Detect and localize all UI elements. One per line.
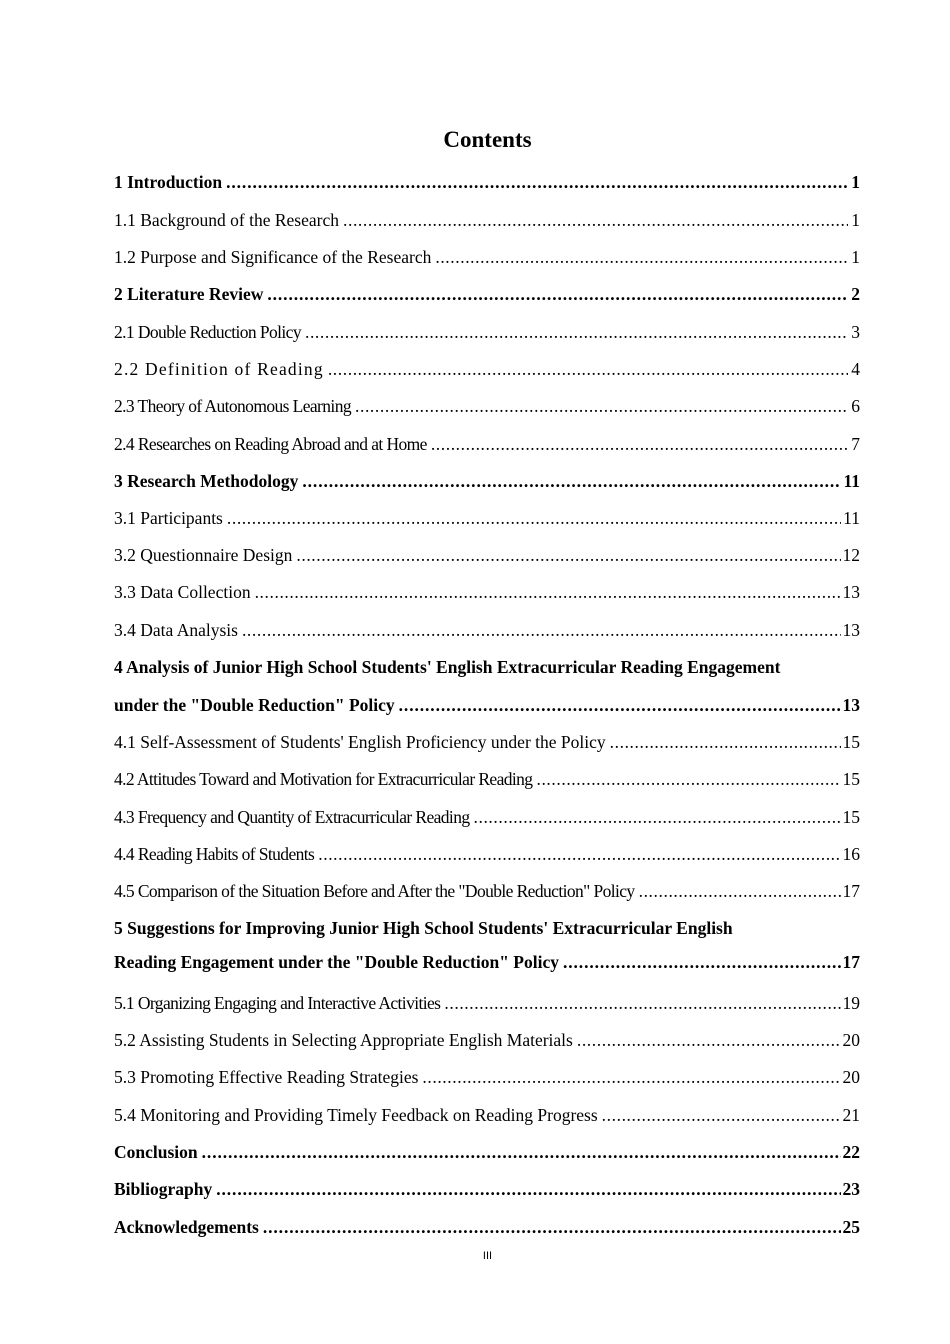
- toc-entry-label: 4.5 Comparison of the Situation Before and After the "Double Reduction" Policy: [114, 881, 635, 901]
- toc-entry-page: 13: [842, 582, 860, 602]
- toc-entry[interactable]: [114, 1215, 860, 1239]
- toc-entry-page: 13: [842, 695, 860, 715]
- toc-entry[interactable]: [114, 618, 860, 642]
- toc-dot-leader: [444, 991, 840, 1015]
- toc-entry[interactable]: [114, 394, 860, 418]
- page-title: Contents: [443, 127, 532, 152]
- toc-entry-label: 1.2 Purpose and Significance of the Research: [114, 247, 432, 267]
- toc-entry-page: 12: [842, 545, 860, 565]
- toc-entry[interactable]: [114, 245, 860, 269]
- toc-entry-label: 3.4 Data Analysis: [114, 620, 238, 640]
- toc-dot-leader: [328, 357, 848, 381]
- toc-entry-page: 25: [842, 1217, 860, 1237]
- toc-dot-leader: [305, 320, 848, 344]
- toc-entry[interactable]: [114, 320, 860, 344]
- toc-entry-page: 21: [842, 1105, 860, 1125]
- toc-entry-label: 5.4 Monitoring and Providing Timely Feedback on Reading Progress: [114, 1105, 598, 1125]
- toc-dot-leader: [255, 580, 841, 604]
- toc-dot-leader: [296, 543, 840, 567]
- toc-entry[interactable]: [114, 580, 860, 604]
- toc-entry[interactable]: [114, 730, 860, 754]
- toc-dot-leader: [267, 282, 848, 306]
- toc-entry-page: 1: [851, 210, 860, 230]
- toc-entry-label: 5.3 Promoting Effective Reading Strategies: [114, 1067, 419, 1087]
- toc-entry-label: 4.3 Frequency and Quantity of Extracurricular Reading: [114, 807, 470, 827]
- toc-dot-leader: [226, 170, 848, 194]
- toc-entry-page: 15: [842, 732, 860, 752]
- toc-entry-page: 23: [842, 1179, 860, 1199]
- toc-entry-label: 3 Research Methodology: [114, 471, 299, 491]
- toc-dot-leader: [227, 506, 841, 530]
- toc-entry-label: 4 Analysis of Junior High School Students' English Extracurricular Reading Engagement: [114, 657, 781, 677]
- toc-dot-leader: [577, 1028, 841, 1052]
- toc-entry[interactable]: [114, 432, 860, 456]
- toc-entry-label: 4.1 Self-Assessment of Students' English Proficiency under the Policy: [114, 732, 606, 752]
- toc-entry-label: 2.3 Theory of Autonomous Learning: [114, 396, 351, 416]
- toc-entry[interactable]: [114, 543, 860, 567]
- toc-dot-leader: [242, 618, 841, 642]
- toc-entry-label: 4.4 Reading Habits of Students: [114, 844, 315, 864]
- toc-entry-label: 3.1 Participants: [114, 508, 223, 528]
- toc-entry[interactable]: [114, 282, 860, 306]
- toc-entry-page: 15: [842, 807, 860, 827]
- toc-entry[interactable]: [114, 805, 860, 829]
- toc-entry-label: 3.3 Data Collection: [114, 582, 251, 602]
- toc-entry-page: 4: [851, 359, 860, 379]
- toc-dot-leader: [343, 208, 848, 232]
- toc-dot-leader: [202, 1140, 841, 1164]
- toc-entry-page: 1: [851, 247, 860, 267]
- toc-entry[interactable]: [114, 655, 860, 679]
- toc-dot-leader: [474, 805, 841, 829]
- toc-dot-leader: [263, 1215, 841, 1239]
- toc-dot-leader: [435, 245, 848, 269]
- toc-entry[interactable]: [114, 1140, 860, 1164]
- toc-entry[interactable]: [114, 767, 860, 791]
- toc-entry-page: 13: [842, 620, 860, 640]
- toc-entry-page: 2: [851, 284, 860, 304]
- toc-dot-leader: [536, 767, 840, 791]
- toc-entry-label: under the "Double Reduction" Policy: [114, 695, 395, 715]
- toc-entry[interactable]: [114, 357, 860, 381]
- toc-entry-label: 3.2 Questionnaire Design: [114, 545, 293, 565]
- toc-entry[interactable]: [114, 506, 860, 530]
- toc-entry-page: 17: [842, 952, 860, 972]
- toc-entry-label: 2.1 Double Reduction Policy: [114, 322, 301, 342]
- toc-entry[interactable]: [114, 1103, 860, 1127]
- toc-dot-leader: [610, 730, 841, 754]
- toc-entry-page: 20: [842, 1030, 860, 1050]
- toc-entry-page: 11: [843, 471, 860, 491]
- toc-entry-label: 5 Suggestions for Improving Junior High School Students' Extracurricular English: [114, 918, 733, 938]
- toc-dot-leader: [355, 394, 848, 418]
- toc-entry-label: 5.1 Organizing Engaging and Interactive Activities: [114, 993, 441, 1013]
- toc-entry-label: Acknowledgements: [114, 1217, 259, 1237]
- toc-dot-leader: [422, 1065, 840, 1089]
- toc-entry-page: 6: [851, 396, 860, 416]
- toc-dot-leader: [399, 693, 841, 717]
- toc-entry-page: 1: [851, 172, 860, 192]
- toc-dot-leader: [602, 1103, 841, 1127]
- toc-dot-leader: [639, 879, 841, 903]
- toc-entry-page: 16: [842, 844, 860, 864]
- toc-entry-label: 1 Introduction: [114, 172, 223, 192]
- toc-entry[interactable]: [114, 879, 860, 903]
- toc-entry-label: 2.4 Researches on Reading Abroad and at Home: [114, 434, 427, 454]
- toc-entry[interactable]: [114, 991, 860, 1015]
- toc-entry-page: 22: [842, 1142, 860, 1162]
- toc-dot-leader: [431, 432, 848, 456]
- toc-dot-leader: [302, 469, 841, 493]
- toc-entry[interactable]: [114, 1028, 860, 1052]
- toc-entry-page: 20: [842, 1067, 860, 1087]
- toc-entry-label: 5.2 Assisting Students in Selecting Appropriate English Materials: [114, 1030, 573, 1050]
- toc-entry-page: 15: [842, 769, 860, 789]
- toc-dot-leader: [216, 1177, 840, 1201]
- toc-entry[interactable]: [114, 170, 860, 194]
- toc-entry-label: Reading Engagement under the "Double Reduction" Policy: [114, 952, 559, 972]
- toc-entry-page: 11: [843, 508, 860, 528]
- toc-entry-label: 2.2 Definition of Reading: [114, 359, 324, 379]
- toc-entry-label: Conclusion: [114, 1142, 198, 1162]
- toc-entry[interactable]: [114, 469, 860, 493]
- toc-entry-page: 19: [842, 993, 860, 1013]
- toc-dot-leader: [563, 950, 841, 974]
- toc-entry[interactable]: [114, 208, 860, 232]
- toc-entry-page: 17: [842, 881, 860, 901]
- page-number: III: [482, 1250, 493, 1262]
- toc-entry[interactable]: [114, 950, 860, 974]
- toc-entry-page: 3: [851, 322, 860, 342]
- toc-entry[interactable]: [114, 693, 860, 717]
- toc-entry-label: 1.1 Background of the Research: [114, 210, 339, 230]
- toc-entry-page: 7: [851, 434, 860, 454]
- toc-entry[interactable]: [114, 1065, 860, 1089]
- toc-entry[interactable]: [114, 916, 860, 940]
- toc-entry-label: 4.2 Attitudes Toward and Motivation for Extracurricular Reading: [114, 769, 533, 789]
- toc-entry-label: 2 Literature Review: [114, 284, 264, 304]
- toc-dot-leader: [318, 842, 840, 866]
- toc-entry-label: Bibliography: [114, 1179, 213, 1199]
- toc-entry[interactable]: [114, 1177, 860, 1201]
- toc-entry[interactable]: [114, 842, 860, 866]
